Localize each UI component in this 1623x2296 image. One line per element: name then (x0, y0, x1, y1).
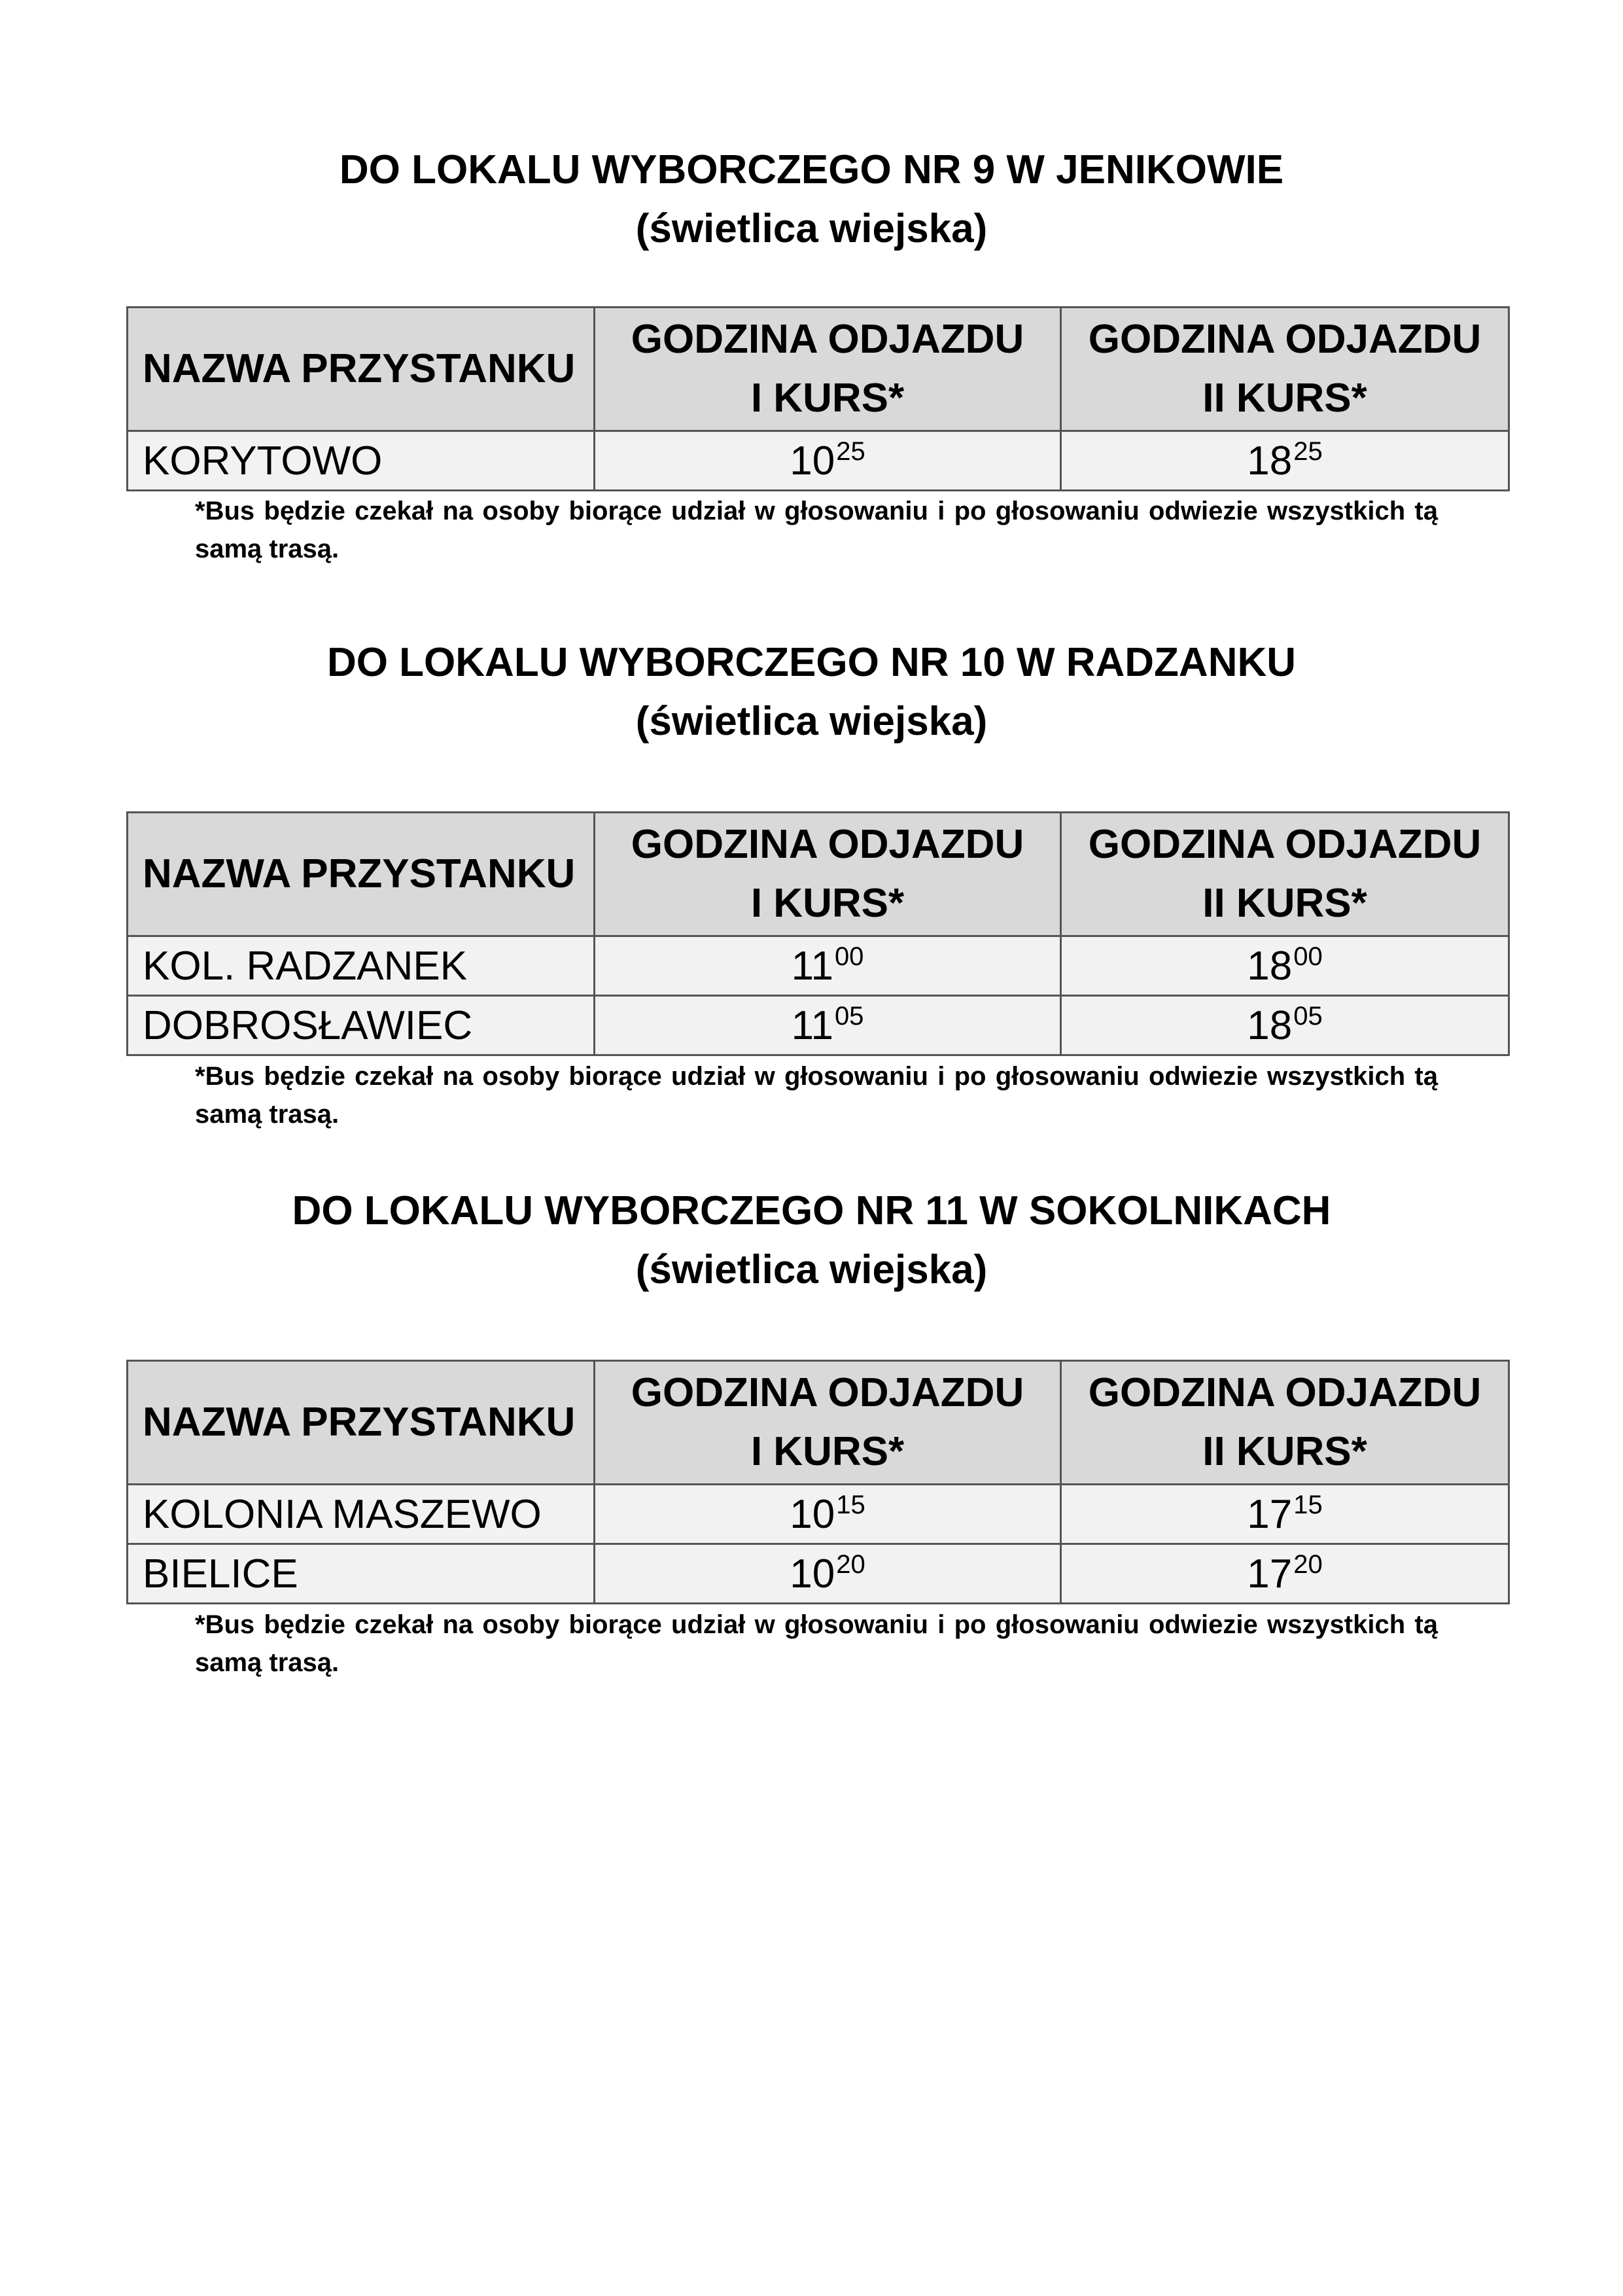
time-hour: 18 (1247, 944, 1293, 989)
header-course-2-line1: GODZINA ODJAZDU (1088, 317, 1482, 362)
header-course-2-line1: GODZINA ODJAZDU (1088, 1370, 1482, 1415)
section-subtitle: (świetlica wiejska) (635, 206, 988, 251)
header-course-1-line1: GODZINA ODJAZDU (631, 822, 1024, 867)
time-hour: 17 (1247, 1492, 1293, 1537)
time-minute: 25 (836, 437, 865, 466)
time-hour: 11 (791, 1003, 833, 1048)
header-course-1-line2: I KURS* (750, 1429, 905, 1474)
schedule-table-lokal-9 (126, 306, 1510, 491)
time-hour: 18 (1247, 438, 1293, 484)
stop-name: KOLONIA MASZEWO (128, 1485, 595, 1544)
time-hour: 17 (1247, 1551, 1293, 1597)
departure-time-course-2 (1061, 431, 1509, 491)
header-stop-name: NAZWA PRZYSTANKU (128, 308, 595, 431)
time-minute: 15 (836, 1491, 865, 1519)
stop-name: DOBROSŁAWIEC (128, 996, 595, 1055)
table-header-row (128, 813, 1509, 936)
table-row (128, 996, 1509, 1055)
section-title: DO LOKALU WYBORCZEGO NR 10 W RADZANKU (326, 640, 1297, 685)
time-minute: 15 (1293, 1491, 1323, 1519)
table-row (128, 936, 1509, 996)
header-course-1 (595, 308, 1061, 431)
departure-time-course-2 (1061, 996, 1509, 1055)
header-course-2-line2: II KURS* (1202, 1429, 1367, 1474)
time-minute: 05 (834, 1002, 864, 1031)
header-course-1-line2: I KURS* (750, 881, 905, 926)
time-minute: 00 (834, 942, 864, 971)
departure-time-course-1 (595, 1544, 1061, 1604)
departure-time-course-1 (595, 1485, 1061, 1544)
section-lokal-11 (0, 1182, 1623, 1299)
table-header-row (128, 308, 1509, 431)
section-lokal-9 (0, 141, 1623, 258)
time-minute: 20 (1293, 1550, 1323, 1579)
schedule-table-lokal-10 (126, 811, 1510, 1056)
header-course-1-line2: I KURS* (750, 376, 905, 421)
departure-time-course-2 (1061, 1544, 1509, 1604)
header-course-1 (595, 813, 1061, 936)
header-course-1-line1: GODZINA ODJAZDU (631, 317, 1024, 362)
footnote: *Bus będzie czekał na osoby biorące udział w głosowaniu i po głosowaniu odwiezie wszystkich tą samą trasą. (195, 1610, 1438, 1677)
section-subtitle: (świetlica wiejska) (635, 699, 988, 744)
header-course-1 (595, 1361, 1061, 1485)
section-title: DO LOKALU WYBORCZEGO NR 9 W JENIKOWIE (339, 147, 1284, 192)
time-hour: 10 (790, 1551, 835, 1597)
header-stop-name: NAZWA PRZYSTANKU (128, 813, 595, 936)
table-header-row (128, 1361, 1509, 1485)
section-subtitle: (świetlica wiejska) (635, 1247, 988, 1292)
header-course-2-line2: II KURS* (1202, 376, 1367, 421)
header-course-1-line1: GODZINA ODJAZDU (631, 1370, 1024, 1415)
departure-time-course-2 (1061, 1485, 1509, 1544)
section-title: DO LOKALU WYBORCZEGO NR 11 W SOKOLNIKACH (292, 1188, 1331, 1233)
departure-time-course-1 (595, 936, 1061, 996)
schedule-table-lokal-11 (126, 1360, 1510, 1604)
time-minute: 00 (1293, 942, 1323, 971)
departure-time-course-1 (595, 996, 1061, 1055)
footnote: *Bus będzie czekał na osoby biorące udział w głosowaniu i po głosowaniu odwiezie wszystkich tą samą trasą. (195, 1062, 1438, 1129)
departure-time-course-2 (1061, 936, 1509, 996)
header-course-2 (1061, 308, 1509, 431)
time-hour: 10 (790, 1492, 835, 1537)
stop-name: KORYTOWO (128, 431, 595, 491)
departure-time-course-1 (595, 431, 1061, 491)
table-row (128, 431, 1509, 491)
stop-name: BIELICE (128, 1544, 595, 1604)
time-hour: 11 (791, 944, 833, 989)
header-stop-name: NAZWA PRZYSTANKU (128, 1361, 595, 1485)
table-row (128, 1544, 1509, 1604)
table-row (128, 1485, 1509, 1544)
time-minute: 20 (836, 1550, 865, 1579)
header-course-2 (1061, 1361, 1509, 1485)
header-course-2-line1: GODZINA ODJAZDU (1088, 822, 1482, 867)
stop-name: KOL. RADZANEK (128, 936, 595, 996)
header-course-2 (1061, 813, 1509, 936)
time-minute: 25 (1293, 437, 1323, 466)
time-hour: 18 (1247, 1003, 1293, 1048)
section-lokal-10 (0, 633, 1623, 751)
time-minute: 05 (1293, 1002, 1323, 1031)
footnote: *Bus będzie czekał na osoby biorące udział w głosowaniu i po głosowaniu odwiezie wszystkich tą samą trasą. (195, 497, 1438, 563)
header-course-2-line2: II KURS* (1202, 881, 1367, 926)
time-hour: 10 (790, 438, 835, 484)
